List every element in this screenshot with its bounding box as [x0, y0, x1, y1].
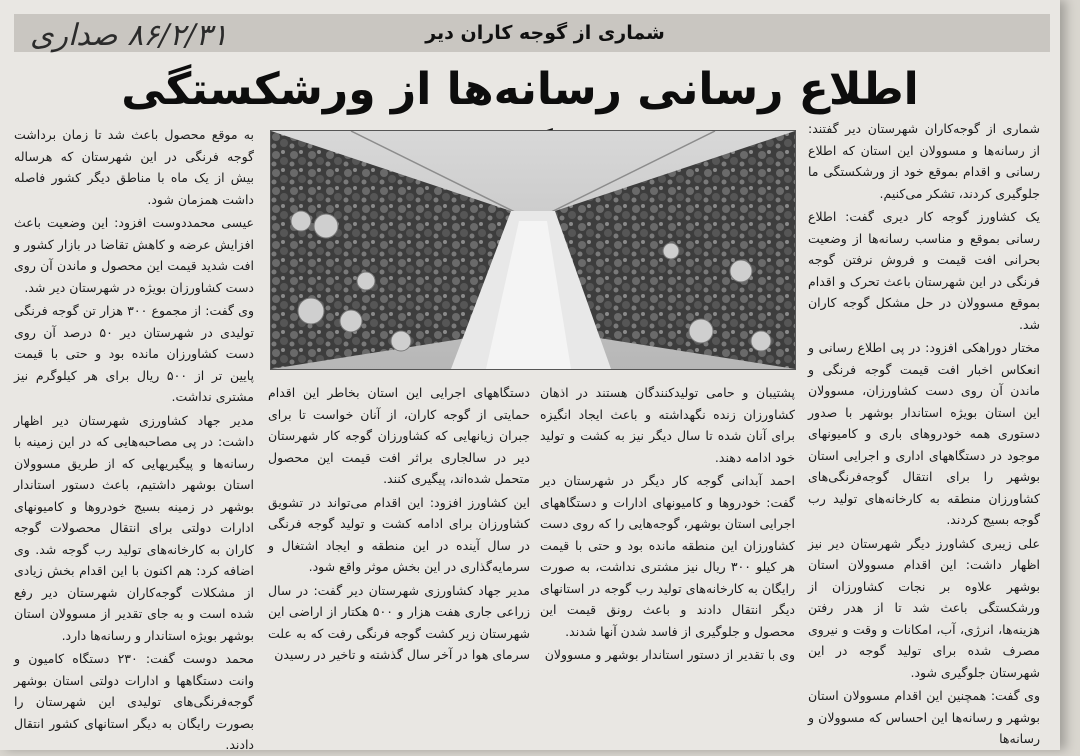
paragraph: احمد آبدانی گوجه کار دیگر در شهرستان دیر گفت: خودروها و کامیونهای ادارات و دستگاههای اجرایی استان بوشهر، گوجه‌هایی را که روی دست کشاورزان این منطقه مانده بود و حتی با قیمت هر کیلو ۳۰۰ ریال نیز مشتری نداشت، به صورت رایگان به کارخانه‌های تولید رب گوجه در استانهای دیگر انتقال دادند و باعث رونق قیمت این محصول و جلوگیری از فاسد شدن آنها شدند.	[540, 473, 795, 639]
paragraph: مختار دوراهکی افزود: در پی اطلاع رسانی و انعکاس اخبار افت قیمت گوجه فرنگی و ماندن آن روی دست کشاورزان، مسوولان این استان بویژه استاندار بوشهر با صدور دستوری همه خودروهای باری و کامیونهای موجود در دستگاههای اداری و اجرایی استان بوشهر را برای انتقال گوجه‌فرنگی‌های کشاورزان منطقه به کارخانه‌های تولید رب گوجه بسیج کردند.	[808, 340, 1040, 527]
paragraph: این کشاورز افزود: این اقدام می‌تواند در تشویق کشاورزان برای ادامه کشت و تولید گوجه فرنگی در سال آینده در این منطقه و ایجاد اشتغال و سرمایه‌گذاری در این بخش موثر واقع شود.	[268, 494, 530, 574]
paragraph: مدیر جهاد کشاورزی شهرستان دیر اظهار داشت: در پی مصاحبه‌هایی که در این زمینه با رسانه‌ها و پیگیریهایی که از طریق مسوولان استان بوشهر داشتیم، باعث دستور استاندار بوشهر در زمینه بسیج خودروها و کامیونهای ادارات دولتی برای انتقال محصولات گوجه کاران به کارخانه‌های تولید رب گوجه شد. وی اضافه کرد: هم اکنون با این اقدام بخش زیادی از مشکلات گوجه‌کاران شهرستان دیر رفع شده است و به جای تقدیر از مسوولان استان بوشهر بویژه استاندار و رسانه‌ها دارد.	[14, 412, 254, 643]
paragraph: مدیر جهاد کشاورزی شهرستان دیر گفت: در سال زراعی جاری هفت هزار و ۵۰۰ هکتار از اراضی این شهرستان زیر کشت گوجه فرنگی رفت که به علت سرمای هوا در آخر سال گذشته و تاخیر در رسیدن	[268, 582, 530, 662]
paragraph: عیسی محمددوست افزود: این وضعیت باعث افزایش عرضه و کاهش تقاضا در بازار کشور و افت شدید قیمت این محصول و ماندن آن روی دست کشاورزان بویژه در شهرستان دیر شد.	[14, 215, 254, 295]
article-headline: اطلاع رسانی رسانه‌ها از ورشکستگی	[121, 64, 919, 115]
article-column-1	[808, 118, 1040, 746]
paragraph: به موقع محصول باعث شد تا زمان برداشت گوجه فرنگی در این شهرستان که هرساله بیش از یک ماه با مناطق دیگر کشور فاصله داشت همزمان شود.	[14, 127, 254, 207]
handwritten-date: ۸۶/۲/۳۱ صداری	[30, 18, 228, 53]
paragraph: دستگاههای اجرایی این استان بخاطر این اقدام حمایتی از گوجه کاران، از آنان خواست تا برای جبران زیانهایی که کشاورزان گوجه کار شهرستان دیر در سالجاری براثر افت قیمت این محصول متحمل شده‌اند، پیگیری کنند.	[268, 385, 530, 486]
paragraph: محمد دوست گفت: ۲۳۰ دستگاه کامیون و وانت دستگاهها و ادارات دولتی استان بوشهر گوجه‌فرنگی‌های تولیدی این شهرستان را بصورت رایگان به دیگر استانهای کشور انتقال دادند.	[14, 651, 254, 752]
article-column-3	[268, 382, 530, 702]
paragraph: وی گفت: همچنین این اقدام مسوولان استان بوشهر و رسانه‌ها این احساس که مسوولان و رسانه‌ها	[808, 688, 1040, 746]
article-column-2	[540, 382, 795, 702]
paragraph: وی گفت: از مجموع ۳۰۰ هزار تن گوجه فرنگی تولیدی در شهرستان دیر ۵۰ درصد آن روی دست کشاورزان مانده بود و حتی با قیمت پایین تر از ۵۰۰ ریال برای هر کیلوگرم نیز مشتری نداشت.	[14, 303, 254, 404]
article-column-4	[14, 124, 254, 752]
paragraph: علی زیبری کشاورز دیگر شهرستان دیر نیز اظهار داشت: این اقدام مسوولان استان بوشهر علاوه بر نجات کشاورزان از ورشکستگی باعث شد تا از هدر رفتن هزینه‌ها، انرژی، آب، امکانات و وقت و نیروی مصرف شده برای تولید گوجه در این شهرستان جلوگیری شود.	[808, 535, 1040, 680]
greenhouse-photo-drawing	[271, 131, 795, 369]
paragraph: شماری از گوجه‌کاران شهرستان دیر گفتند: از رسانه‌ها و مسوولان این استان که اطلاع رسانی و اقدام بموقع خود از ورشکستگی ما جلوگیری کردند، تشکر می‌کنیم.	[808, 121, 1040, 201]
paragraph: یک کشاورز گوجه کار دیری گفت: اطلاع رسانی بموقع و مناسب رسانه‌ها از وضعیت بحرانی افت قیمت و فروش نرفتن گوجه فرنگی در این شهرستان باعث تحرک و اقدام بموقع مسوولان در حل مشکل گوجه کاران شد.	[808, 209, 1040, 332]
paragraph: وی با تقدیر از دستور استاندار بوشهر و مسوولان	[544, 647, 795, 662]
greenhouse-tomato-photo	[270, 130, 796, 370]
article-kicker: شماری از گوجه کاران دیر	[425, 22, 665, 44]
paragraph: پشتیبان و حامی تولیدکنندگان هستند در اذهان کشاورزان زنده نگهداشته و باعث ایجاد انگیزه برای آنان شده تا سال دیگر نیز به کشت و تولید خود ادامه دهند.	[540, 385, 795, 465]
